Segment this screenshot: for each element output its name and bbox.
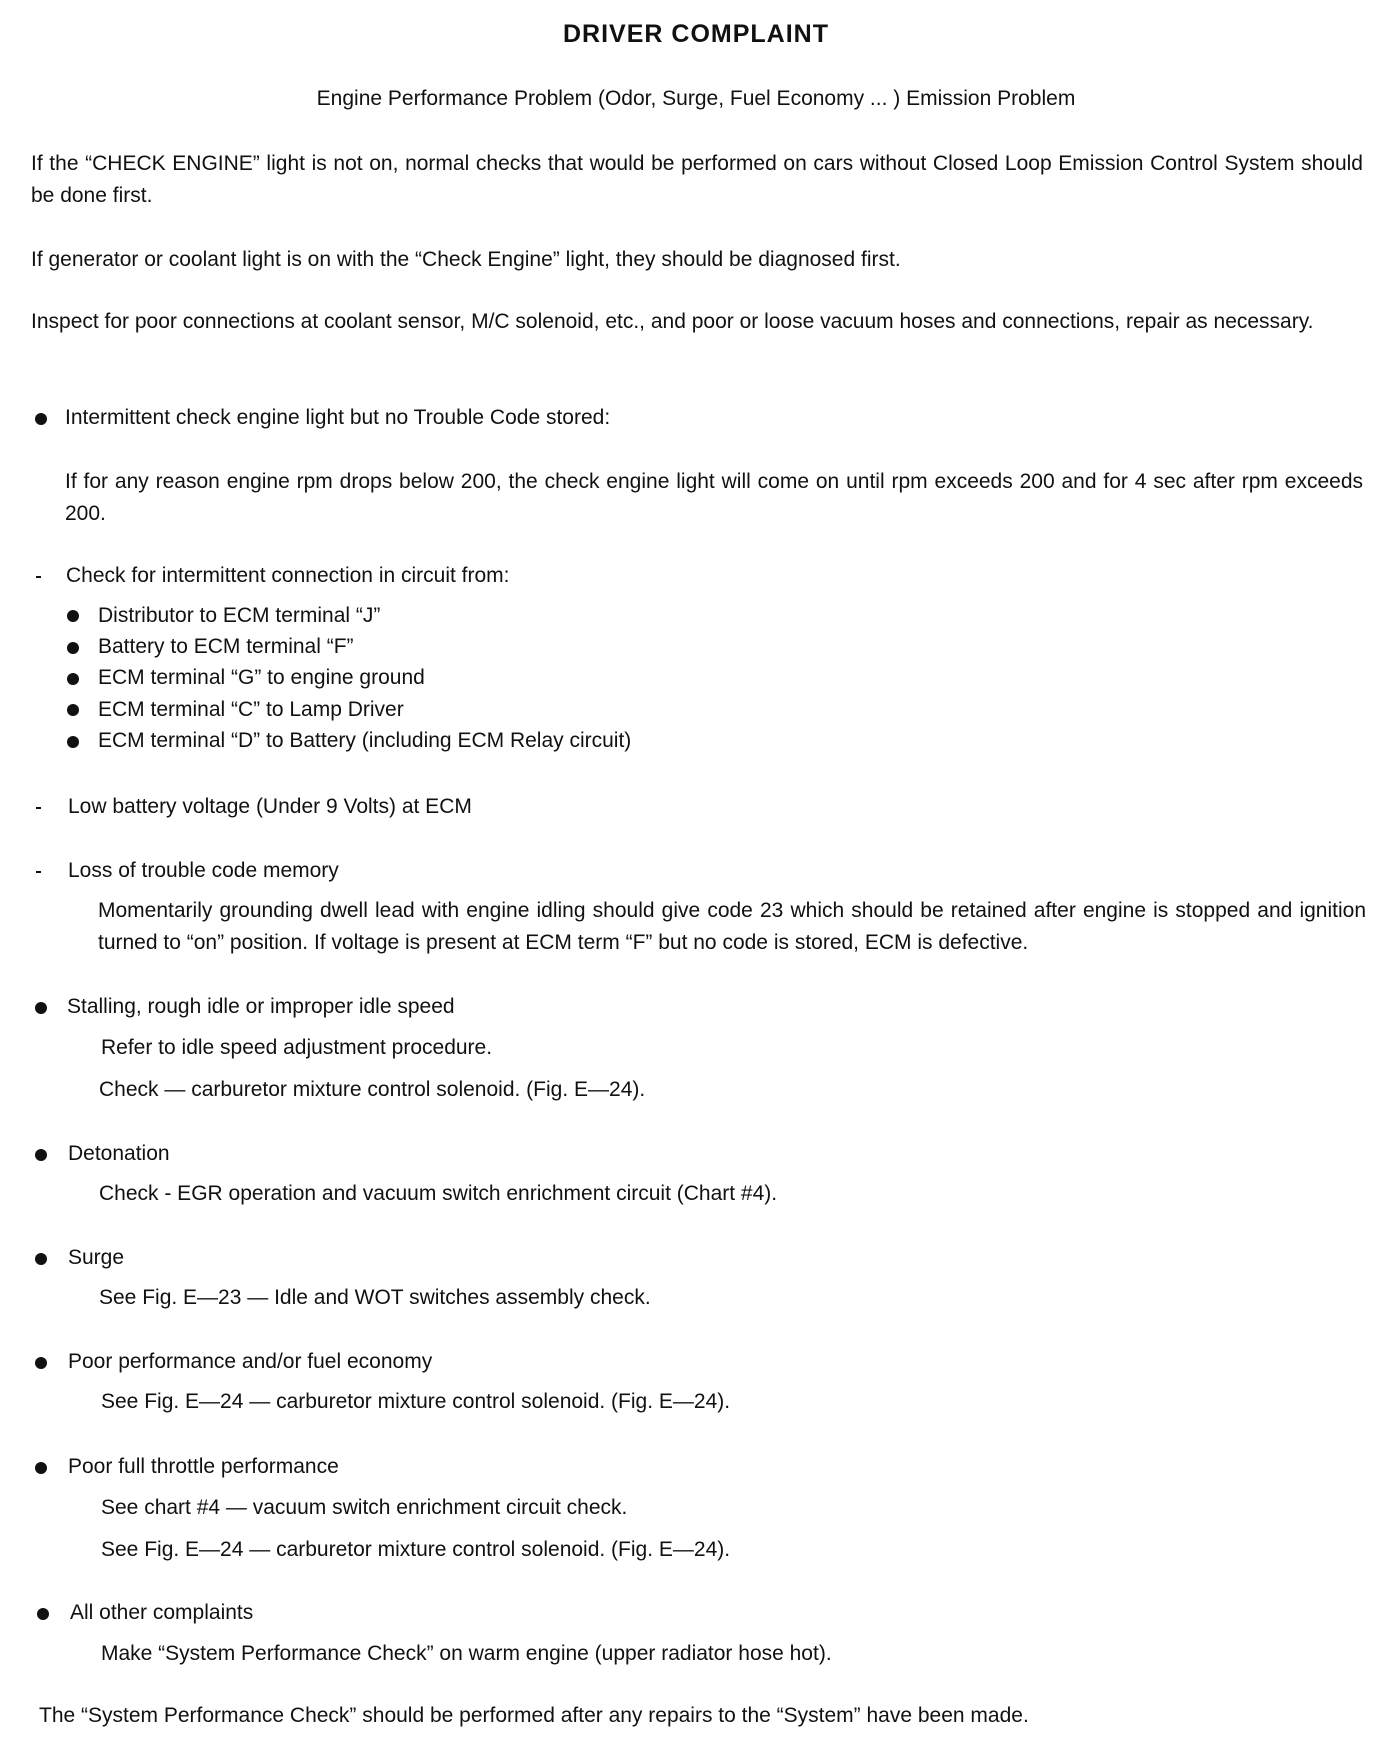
section-text: If for any reason engine rpm drops below 200, the check engine light will come on until rpm exceeds 200 and for 4 sec after rpm exceeds 200.: [65, 470, 1363, 525]
complaint-text: See Fig. E—24 — carburetor mixture control solenoid. (Fig. E—24).: [101, 1538, 731, 1561]
bullet-icon: [67, 736, 79, 748]
intro-paragraph: If generator or coolant light is on with the “Check Engine” light, they should be diagnosed first.: [31, 248, 901, 271]
bullet-icon: [67, 610, 79, 622]
complaint-heading: All other complaints: [70, 1601, 254, 1624]
page-title: DRIVER COMPLAINT: [563, 20, 829, 48]
section-text: Momentarily grounding dwell lead with engine idling should give code 23 which should be retained after engine is stopped and ignition turned to “on” position. If voltage is present at ECM term “F” but no code is stored, ECM is defective.: [98, 899, 1366, 954]
list-item: Battery to ECM terminal “F”: [98, 635, 354, 658]
complaint-heading: Stalling, rough idle or improper idle speed: [67, 995, 455, 1018]
section-heading: Check for intermittent connection in circuit from:: [66, 564, 510, 587]
complaint-heading: Poor performance and/or fuel economy: [68, 1350, 433, 1373]
bullet-icon: [67, 673, 79, 685]
complaint-text: Make “System Performance Check” on warm engine (upper radiator hose hot).: [101, 1642, 832, 1665]
bullet-icon: [67, 704, 79, 716]
bullet-icon: [35, 1002, 47, 1014]
complaint-text: See chart #4 — vacuum switch enrichment circuit check.: [101, 1496, 628, 1519]
bullet-icon: [35, 1149, 47, 1161]
complaint-text: See Fig. E—24 — carburetor mixture control solenoid. (Fig. E—24).: [101, 1390, 731, 1413]
complaint-text: Check — carburetor mixture control solenoid. (Fig. E—24).: [99, 1078, 646, 1101]
list-item: ECM terminal “G” to engine ground: [98, 666, 425, 689]
complaint-text: Check - EGR operation and vacuum switch enrichment circuit (Chart #4).: [99, 1182, 778, 1205]
section-heading: Loss of trouble code memory: [68, 859, 339, 882]
complaint-text: See Fig. E—23 — Idle and WOT switches assembly check.: [99, 1286, 651, 1309]
bullet-icon: [35, 1253, 47, 1265]
page-subtitle: Engine Performance Problem (Odor, Surge, Fuel Economy ... ) Emission Problem: [316, 87, 1076, 110]
intro-paragraph: If the “CHECK ENGINE” light is not on, normal checks that would be performed on cars without Closed Loop Emission Control System should be done first.: [31, 152, 1363, 207]
complaint-heading: Poor full throttle performance: [68, 1455, 339, 1478]
bullet-icon: [35, 1462, 47, 1474]
complaint-text: Refer to idle speed adjustment procedure.: [101, 1036, 493, 1059]
list-item: Distributor to ECM terminal “J”: [98, 604, 381, 627]
footer-note: The “System Performance Check” should be performed after any repairs to the “System” have been made.: [39, 1704, 1029, 1727]
dash-icon: [36, 576, 41, 578]
bullet-icon: [35, 1357, 47, 1369]
bullet-icon: [35, 413, 47, 425]
bullet-icon: [67, 642, 79, 654]
complaint-heading: Detonation: [68, 1142, 170, 1165]
intro-paragraph: Inspect for poor connections at coolant sensor, M/C solenoid, etc., and poor or loose vacuum hoses and connections, repair as necessary.: [31, 310, 1314, 333]
list-item: ECM terminal “C” to Lamp Driver: [98, 698, 404, 721]
dash-icon: [36, 807, 41, 809]
complaint-heading: Surge: [68, 1246, 125, 1269]
section-heading: Low battery voltage (Under 9 Volts) at ECM: [68, 795, 472, 818]
bullet-icon: [37, 1608, 49, 1620]
list-item: ECM terminal “D” to Battery (including ECM Relay circuit): [98, 729, 632, 752]
section-heading: Intermittent check engine light but no Trouble Code stored:: [65, 406, 611, 429]
dash-icon: [36, 871, 41, 873]
